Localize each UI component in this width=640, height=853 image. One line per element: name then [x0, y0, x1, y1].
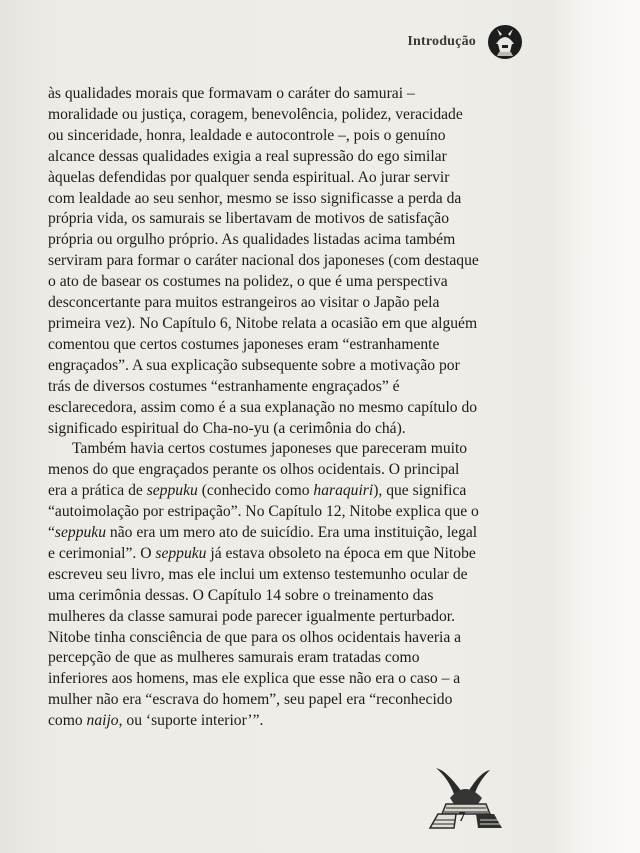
paragraph-1: às qualidades morais que formavam o caráter do samurai – moralidade ou justiça, coragem, benevolência, polidez, veracidade ou sinceridade, honra, lealdade e autocontrole –, pois o genuíno alcance dessas qualidades exigia a real supressão do ego similar àquelas defendidas por qualquer senda espiritual. Ao jurar servir com lealdade ao seu senhor, mesmo se isso significasse a perda da própria vida, os samurais se libertavam de motivos de satisfação própria ou orgulho próprio. As qualidades listadas acima também serviram para formar o caráter nacional dos japoneses (com destaque o ato de basear os costumes na polidez, o que é uma perspectiva desconcertante para muitos estrangeiros ao visitar o Japão pela primeira vez). No Capítulo 6, Nitobe relata a ocasião em que alguém comentou que certos costumes japoneses eram “estranhamente engraçados”. A sua explicação subsequente sobre a motivação por trás de diversos costumes “estranhamente engraçados” é esclarecedora, assim como é a sua explanação no mesmo capítulo do significado espiritual do Cha-no-yu (a cerimônia do chá). [48, 85, 479, 437]
paragraph-2: Também havia certos costumes japoneses que pareceram muito menos do que engraçados perante os olhos ocidentais. O principal era a prática de seppuku (conhecido como haraquiri), que significa “autoimolação por estripação”. No Capítulo 12, Nitobe explica que o “seppuku não era um mero ato de suicídio. Era uma instituição, legal e cerimonial”. O seppuku já estava obsoleto na época em que Nitobe escreveu seu livro, mas ele inclui um extenso testemunho ocular de uma cerimônia dessas. O Capítulo 14 sobre o treinamento das mulheres da classe samurai pode parecer igualmente perturbador. Nitobe tinha consciência de que para os olhos ocidentais haveria a percepção de que as mulheres samurais eram tratadas como inferiores aos homens, mas ele explica que esse não era o caso – a mulher não era “escrava do homem”, seu papel era “reconhecido como naijo, ou ‘suporte interior’”. [48, 440, 479, 730]
italic-term: seppuku [155, 544, 207, 562]
italic-term: naijo [86, 712, 119, 730]
page-edge-shadow [548, 0, 640, 853]
running-header-title: Introdução [407, 34, 476, 49]
samurai-helmet-icon [487, 24, 523, 60]
italic-term: seppuku [54, 524, 107, 542]
main-text [48, 84, 480, 732]
italic-term: seppuku [146, 482, 198, 500]
page-number: 7 [458, 810, 466, 825]
italic-term: haraquiri [313, 482, 374, 500]
